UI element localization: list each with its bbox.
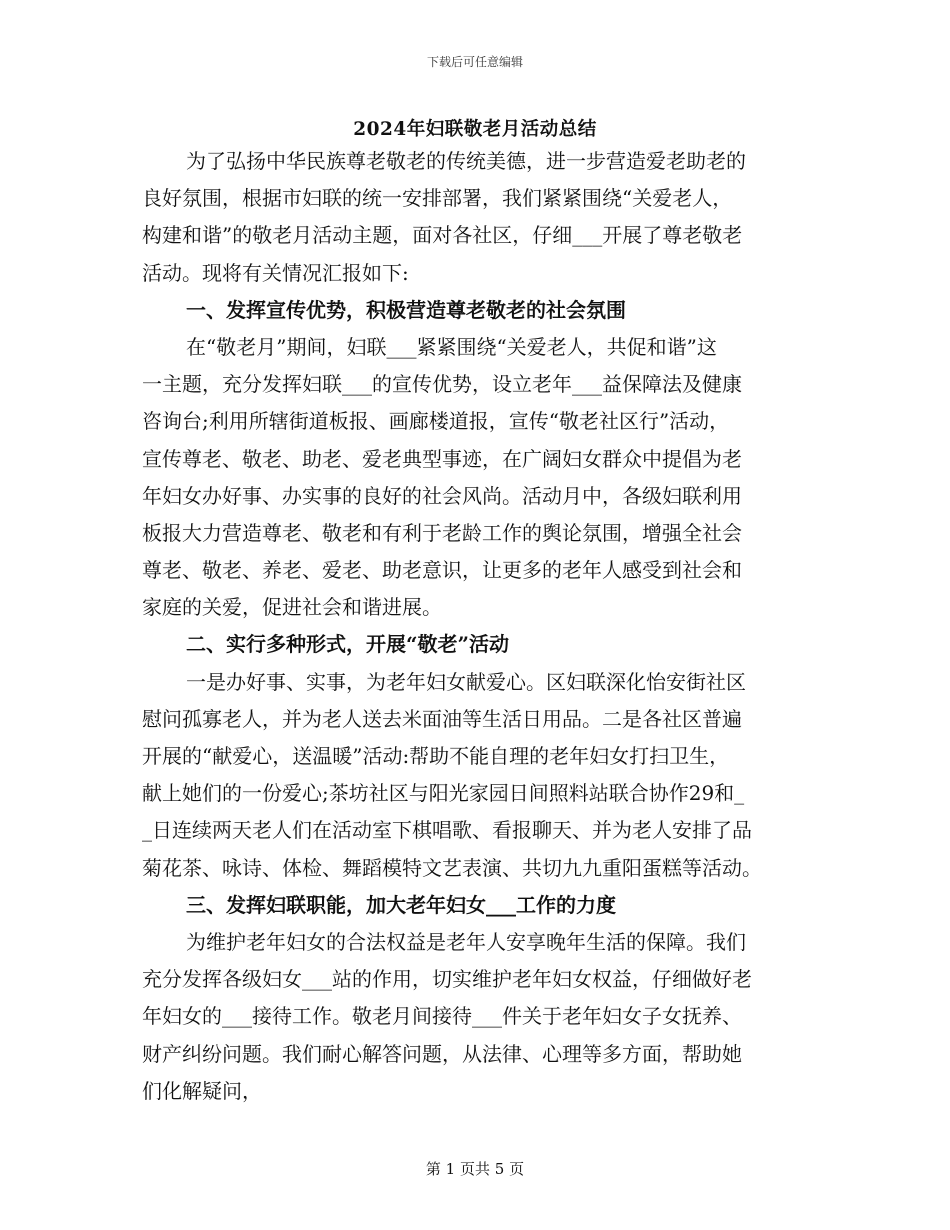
body-line: 菊花茶、咏诗、体检、舞蹈模特文艺表演、共切九九重阳蛋糕等活动。 <box>142 855 762 880</box>
section-heading: 三、发挥妇联职能，加大老年妇女___工作的力度 <box>186 892 616 917</box>
body-line: 构建和谐”的敬老月活动主题，面对各社区，仔细___开展了尊老敬老 <box>142 223 743 248</box>
section-heading: 二、实行多种形式，开展“敬老”活动 <box>186 632 510 657</box>
page-footer: 第 1 页共 5 页 <box>425 1160 525 1178</box>
body-line: 们化解疑问， <box>142 1078 262 1103</box>
body-line: 年妇女的___接待工作。敬老月间接待___件关于老年妇女子女抚养、 <box>142 1004 742 1029</box>
document-body <box>142 143 810 1110</box>
section-heading: 一、发挥宣传优势，积极营造尊老敬老的社会氛围 <box>186 297 626 322</box>
body-line: 充分发挥各级妇女___站的作用，切实维护老年妇女权益，仔细做好老 <box>142 967 752 992</box>
body-line: 财产纠纷问题。我们耐心解答问题，从法律、心理等多方面，帮助她 <box>142 1041 742 1066</box>
body-line: 板报大力营造尊老、敬老和有利于老龄工作的舆论氛围，增强全社会 <box>142 520 742 545</box>
body-line: 一主题，充分发挥妇联___的宣传优势，设立老年___益保障法及健康 <box>142 372 742 397</box>
body-line: 年妇女办好事、办实事的良好的社会风尚。活动月中，各级妇联利用 <box>142 483 742 508</box>
body-line: 尊老、敬老、养老、爱老、助老意识，让更多的老年人感受到社会和 <box>142 558 742 583</box>
body-line: 咨询台;利用所辖街道板报、画廊楼道报，宣传“敬老社区行”活动， <box>142 409 730 434</box>
document-title: 2024年妇联敬老月活动总结 <box>353 119 597 140</box>
body-line: 慰问孤寡老人，并为老人送去米面油等生活日用品。二是各社区普遍 <box>142 706 742 731</box>
body-line: 开展的“献爱心，送温暖”活动:帮助不能自理的老年妇女打扫卫生， <box>142 744 730 768</box>
body-line: 在“敬老月”期间，妇联___紧紧围绕“关爱老人，共促和谐”这 <box>186 334 717 359</box>
body-line: 一是办好事、实事，为老年妇女献爱心。区妇联深化怡安街社区 <box>186 669 746 694</box>
body-line: 活动。现将有关情况汇报如下: <box>142 260 409 285</box>
header-note: 下载后可任意编辑 <box>426 55 523 69</box>
body-line: _日连续两天老人们在活动室下棋唱歌、看报聊天、并为老人安排了品 <box>142 818 752 843</box>
body-line: 为维护老年妇女的合法权益是老年人安享晚年生活的保障。我们 <box>186 929 746 954</box>
body-line: 献上她们的一份爱心;茶坊社区与阳光家园日间照料站联合协作29和_ <box>142 781 745 806</box>
body-line: 家庭的关爱，促进社会和谐进展。 <box>142 595 442 620</box>
body-line: 为了弘扬中华民族尊老敬老的传统美德，进一步营造爱老助老的 <box>186 149 746 173</box>
body-line: 宣传尊老、敬老、助老、爱老典型事迹，在广阔妇女群众中提倡为老 <box>142 446 742 471</box>
body-line: 良好氛围，根据市妇联的统一安排部署，我们紧紧围绕“关爱老人， <box>142 186 733 211</box>
